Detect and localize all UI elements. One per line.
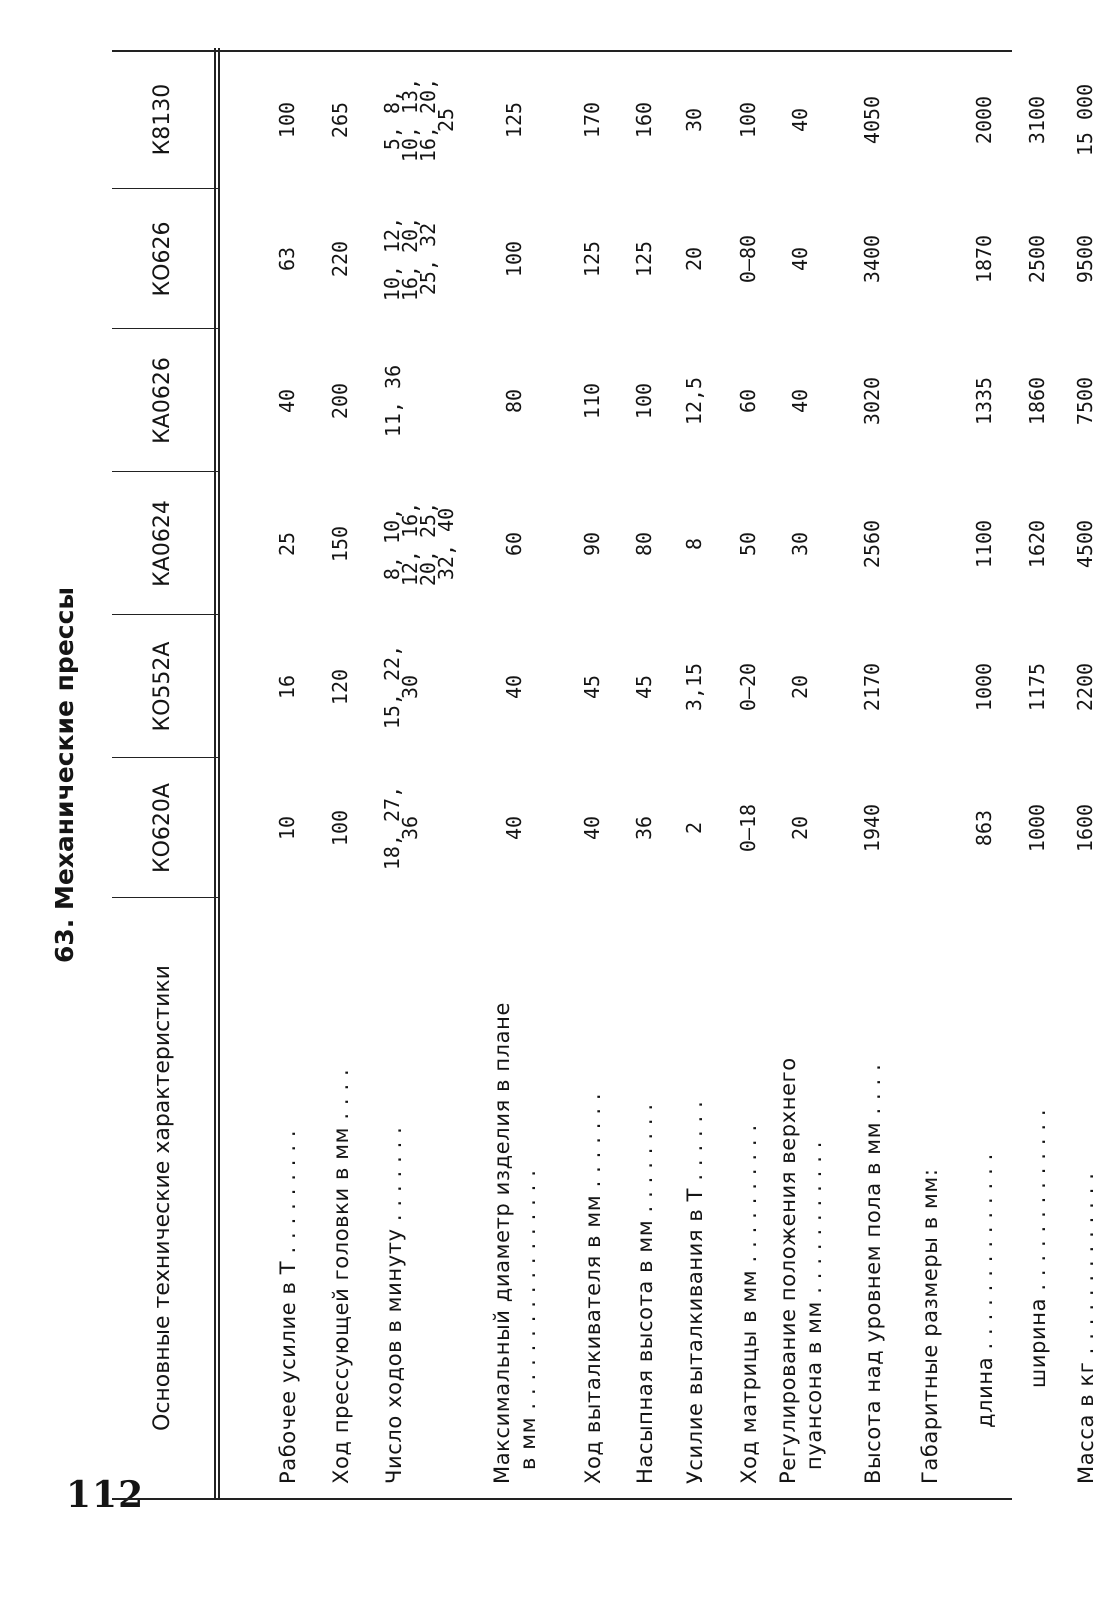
table-cell: 0—20 [736,662,760,712]
table-cell: 18, 27, 36 [380,785,422,871]
table-cell: 40 [580,815,604,841]
table-cell: 0—18 [736,803,760,853]
table-cell: 10 [275,815,299,841]
table-cell: 36 [632,815,656,841]
table-cell: 40 [788,107,812,133]
table-cell: 125 [502,101,526,139]
table-cell: 3400 [860,234,884,284]
table-cell: 45 [580,674,604,700]
table-cell: 100 [275,101,299,139]
table-cell: 15, 22, 30 [380,644,422,730]
table-cell: 15 000 [1073,83,1097,157]
table-cell: 1940 [860,803,884,853]
row-label: Ход матрицы в мм . . . . . . . . . . [737,1124,761,1484]
header-rule-double [218,48,220,1498]
table-cell: 9500 [1073,234,1097,284]
table-cell: 5, 8, 10, 13, 16, 20, 25 [380,77,458,163]
table-cell: 110 [580,382,604,420]
table-cell: 3020 [860,376,884,426]
table-cell: 20 [682,246,706,272]
header-model: КО626 [149,221,175,297]
table-cell: 4500 [1073,519,1097,569]
table-cell: 1100 [972,519,996,569]
row-label: Ход прессующей головки в мм . . . . [329,1068,353,1484]
table-title: 63. Механические прессы [50,586,79,964]
table-cell: 160 [632,101,656,139]
table-cell: 50 [736,531,760,557]
table-frame [112,50,1098,1500]
row-label: Высота над уровнем пола в мм . . . . [861,1063,885,1484]
table-cell: 40 [502,674,526,700]
table-cell: 100 [632,382,656,420]
table-cell: 2200 [1073,662,1097,712]
table-cell: 80 [632,531,656,557]
table-cell: 2000 [972,95,996,145]
table-cell: 100 [502,240,526,278]
table-cell: 1600 [1073,803,1097,853]
row-label: длина . . . . . . . . . . . . . . [973,1153,997,1428]
table-cell: 2560 [860,519,884,569]
table-cell: 25 [275,531,299,557]
table-cell: 20 [788,674,812,700]
table-cell: 1335 [972,376,996,426]
row-label: Максимальный диаметр изделия в плане в мм . . . . . . . . . . . . . . . . . [490,1001,540,1484]
table-cell: 100 [328,809,352,847]
table-cell: 3,15 [682,662,706,712]
header-characteristics: Основные технические характеристики [149,965,175,1431]
row-label: Усилие выталкивания в Т . . . . . . [683,1100,707,1484]
table-cell: 30 [682,107,706,133]
table-cell: 10, 12, 16, 20, 25, 32 [380,216,440,302]
row-label: Число ходов в минуту . . . . . . . [382,1126,406,1484]
table-cell: 90 [580,531,604,557]
header-rule [214,48,216,1498]
table-cell: 863 [972,809,996,847]
table-cell: 40 [788,388,812,414]
table-cell: 60 [502,531,526,557]
table-cell: 200 [328,382,352,420]
table-cell: 63 [275,246,299,272]
table-cell: 2 [682,821,706,835]
table-cell: 20 [788,815,812,841]
row-label: ширина . . . . . . . . . . . . . [1026,1108,1050,1388]
table-cell: 150 [328,525,352,563]
header-model: КО552А [149,641,175,732]
table-cell: 3100 [1025,95,1049,145]
table-cell: 40 [788,246,812,272]
header-model: КО620А [149,783,175,873]
table-cell: 1175 [1025,662,1049,712]
header-model: КА0624 [149,500,175,587]
table-cell: 1870 [972,234,996,284]
page-number: 112 [66,1474,145,1516]
header-model: КА0626 [149,357,175,444]
row-label: Рабочее усилие в Т . . . . . . . . . [276,1129,300,1484]
table-cell: 80 [502,388,526,414]
row-label: Ход выталкивателя в мм . . . . . . . [581,1092,605,1484]
table-cell: 40 [275,388,299,414]
table-cell: 1860 [1025,376,1049,426]
table-cell: 220 [328,240,352,278]
table-cell: 125 [580,240,604,278]
row-label: Регулирование положения верхнего пуансона в мм . . . . . . . . . . . [776,1057,826,1484]
table-cell: 120 [328,668,352,706]
table-cell: 11, 36 [381,364,405,438]
table-cell: 7500 [1073,376,1097,426]
table-cell: 125 [632,240,656,278]
table-cell: 265 [328,101,352,139]
table-cell: 8, 10, 12, 16, 20, 25, 32, 40 [380,501,458,587]
row-label: Масса в кг . . . . . . . . . . . . . [1074,1172,1098,1484]
table-cell: 30 [788,531,812,557]
table-cell: 1000 [972,662,996,712]
table-cell: 1620 [1025,519,1049,569]
table-cell: 4050 [860,95,884,145]
header-model: К8130 [149,83,175,156]
table-cell: 40 [502,815,526,841]
row-label: Насыпная высота в мм . . . . . . . . [633,1103,657,1484]
table-cell: 16 [275,674,299,700]
table-cell: 100 [736,101,760,139]
table-cell: 60 [736,388,760,414]
table-cell: 2170 [860,662,884,712]
table-cell: 12,5 [682,376,706,426]
table-cell: 45 [632,674,656,700]
table-cell: 0—80 [736,234,760,284]
row-label: Габаритные размеры в мм: [918,1168,942,1484]
table-cell: 2500 [1025,234,1049,284]
table-cell: 1000 [1025,803,1049,853]
table-cell: 8 [682,537,706,551]
table-cell: 170 [580,101,604,139]
